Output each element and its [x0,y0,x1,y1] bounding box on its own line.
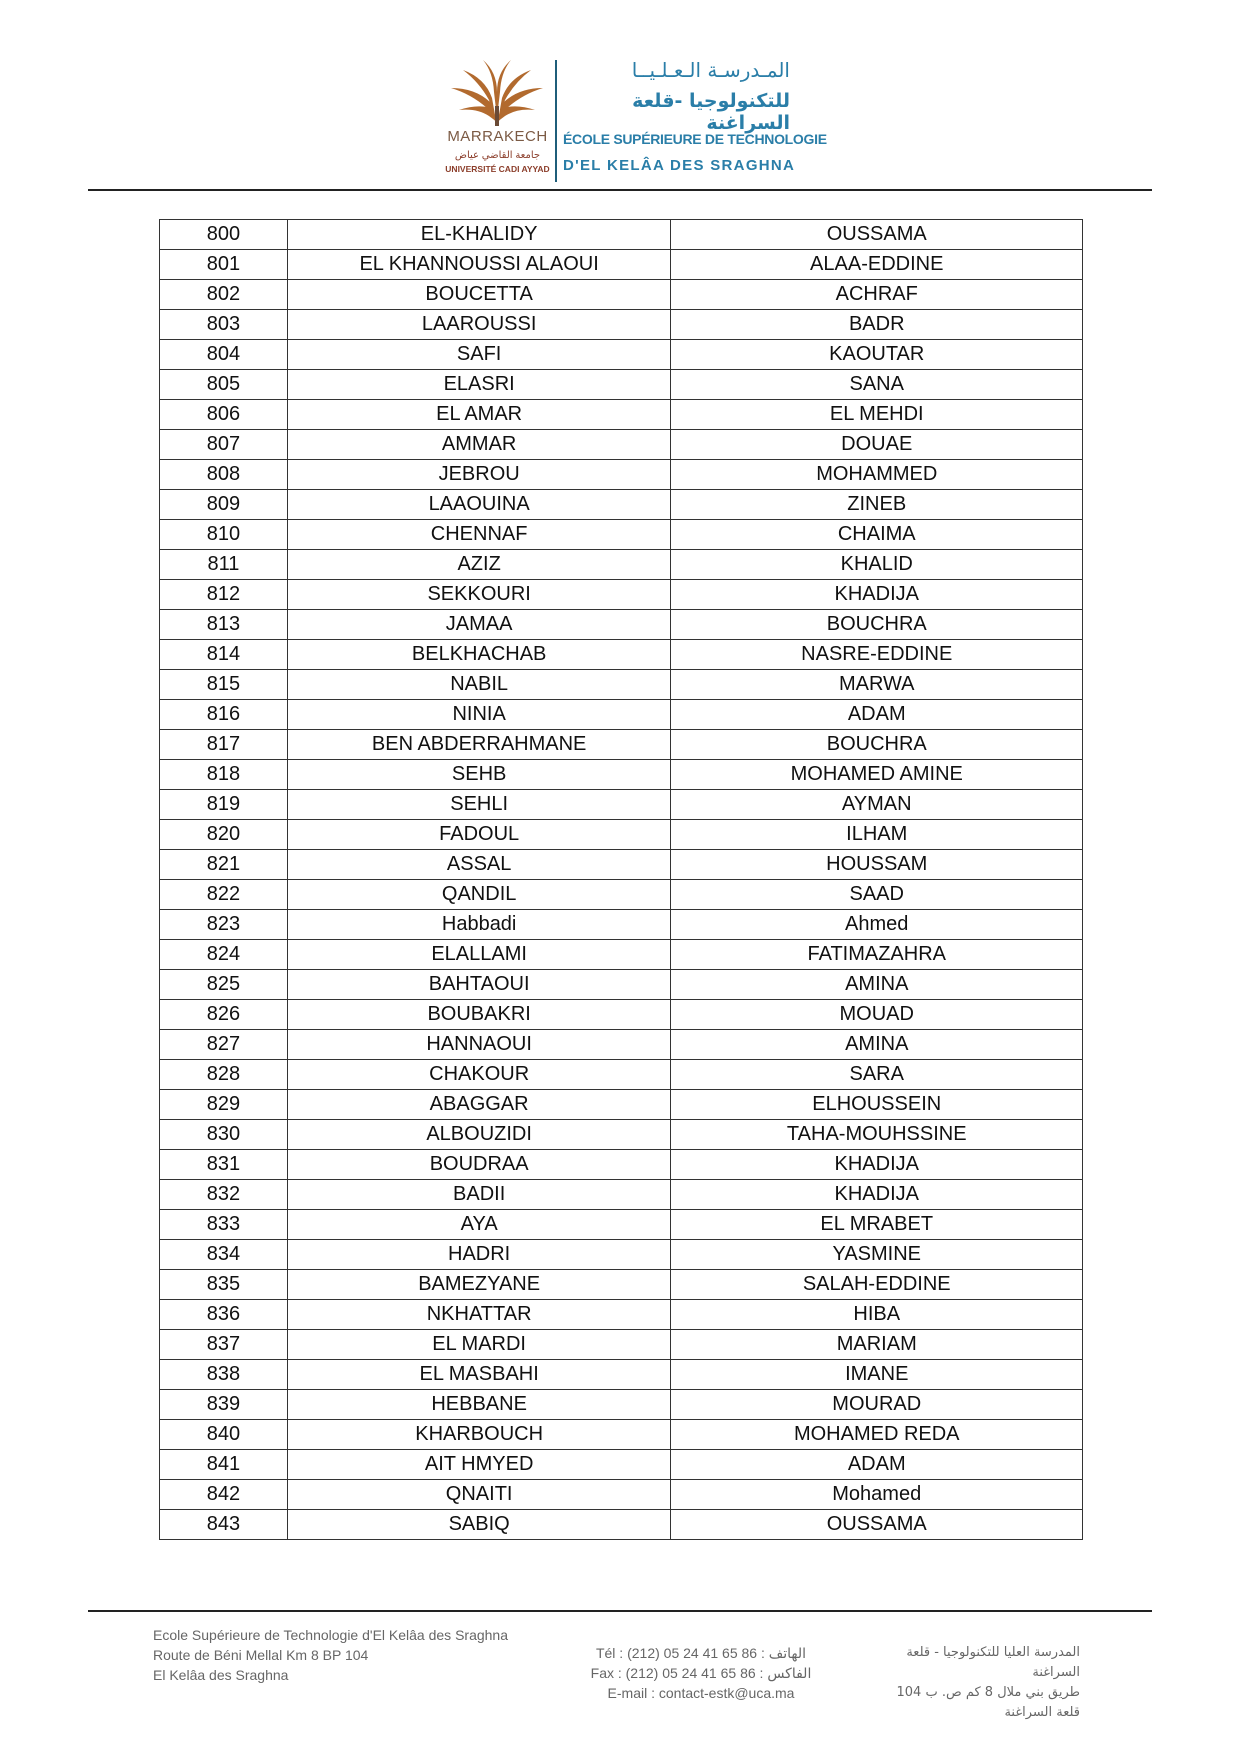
table-row [160,280,1083,310]
table-row [160,1300,1083,1330]
row-number-cell: 805 [160,370,288,400]
school-name-arabic-line2: للتكنولوجيا -قلعة السراغنة [632,90,790,134]
table-row [160,1000,1083,1030]
last-name-cell: HADRI [287,1240,671,1270]
first-name-cell: FATIMAZAHRA [671,940,1083,970]
footer-address-line: Route de Béni Mellal Km 8 BP 104 [153,1647,369,1663]
table-row [160,1480,1083,1510]
row-number-cell: 810 [160,520,288,550]
first-name-cell: SARA [671,1060,1083,1090]
footer-fax: Fax : (212) 05 24 41 65 86 : الفاكس [590,1665,812,1681]
table-row [160,790,1083,820]
last-name-cell: SEHLI [287,790,671,820]
logo-city-text: MARRAKECH [447,128,548,145]
row-number-cell: 822 [160,880,288,910]
last-name-cell: QANDIL [287,880,671,910]
logo-university-french: UNIVERSITÉ CADI AYYAD [445,164,550,174]
row-number-cell: 829 [160,1090,288,1120]
last-name-cell: JEBROU [287,460,671,490]
last-name-cell: AMMAR [287,430,671,460]
first-name-cell: CHAIMA [671,520,1083,550]
table-row [160,1210,1083,1240]
last-name-cell: EL KHANNOUSSI ALAOUI [287,250,671,280]
first-name-cell: Ahmed [671,910,1083,940]
row-number-cell: 824 [160,940,288,970]
first-name-cell: ZINEB [671,490,1083,520]
first-name-cell: TAHA-MOUHSSINE [671,1120,1083,1150]
first-name-cell: OUSSAMA [671,220,1083,250]
last-name-cell: CHAKOUR [287,1060,671,1090]
student-list-table [159,219,1083,1540]
first-name-cell: NASRE-EDDINE [671,640,1083,670]
row-number-cell: 838 [160,1360,288,1390]
table-row [160,1390,1083,1420]
table-row [160,700,1083,730]
first-name-cell: SAAD [671,880,1083,910]
last-name-cell: FADOUL [287,820,671,850]
row-number-cell: 842 [160,1480,288,1510]
last-name-cell: ASSAL [287,850,671,880]
table-row [160,340,1083,370]
table-row [160,610,1083,640]
first-name-cell: MARWA [671,670,1083,700]
table-row [160,670,1083,700]
row-number-cell: 819 [160,790,288,820]
last-name-cell: BADII [287,1180,671,1210]
table-row [160,310,1083,340]
footer-address-arabic-line: المدرسة العليا للتكنولوجيا - قلعة السراغنة [906,1645,1080,1680]
first-name-cell: MOUAD [671,1000,1083,1030]
first-name-cell: OUSSAMA [671,1510,1083,1540]
footer-address-line: El Kelâa des Sraghna [153,1667,289,1683]
row-number-cell: 836 [160,1300,288,1330]
row-number-cell: 813 [160,610,288,640]
footer-phone: Tél : (212) 05 24 41 65 86 : الهاتف [595,1645,807,1661]
footer-address-line: Ecole Supérieure de Technologie d'El Kelâa des Sraghna [153,1627,508,1643]
row-number-cell: 830 [160,1120,288,1150]
table-row [160,850,1083,880]
row-number-cell: 809 [160,490,288,520]
header-divider [555,60,557,182]
first-name-cell: KHALID [671,550,1083,580]
first-name-cell: MOHAMED AMINE [671,760,1083,790]
table-row [160,940,1083,970]
table-row [160,1360,1083,1390]
first-name-cell: BADR [671,310,1083,340]
first-name-cell: EL MEHDI [671,400,1083,430]
row-number-cell: 803 [160,310,288,340]
table-row [160,970,1083,1000]
student-list-body [160,220,1083,1540]
row-number-cell: 827 [160,1030,288,1060]
last-name-cell: BAHTAOUI [287,970,671,1000]
first-name-cell: BOUCHRA [671,730,1083,760]
table-row [160,580,1083,610]
table-row [160,1510,1083,1540]
table-row [160,1060,1083,1090]
table-row [160,820,1083,850]
footer-contact [586,1643,816,1703]
table-row [160,430,1083,460]
last-name-cell: KHARBOUCH [287,1420,671,1450]
last-name-cell: ELASRI [287,370,671,400]
last-name-cell: NINIA [287,700,671,730]
table-row [160,1150,1083,1180]
row-number-cell: 833 [160,1210,288,1240]
last-name-cell: EL-KHALIDY [287,220,671,250]
table-row [160,520,1083,550]
last-name-cell: JAMAA [287,610,671,640]
first-name-cell: Mohamed [671,1480,1083,1510]
last-name-cell: BEN ABDERRAHMANE [287,730,671,760]
first-name-cell: KHADIJA [671,1180,1083,1210]
row-number-cell: 839 [160,1390,288,1420]
first-name-cell: SANA [671,370,1083,400]
footer-address [153,1625,508,1685]
first-name-cell: MOHAMMED [671,460,1083,490]
last-name-cell: ELALLAMI [287,940,671,970]
row-number-cell: 802 [160,280,288,310]
last-name-cell: EL MASBAHI [287,1360,671,1390]
first-name-cell: BOUCHRA [671,610,1083,640]
table-row [160,370,1083,400]
last-name-cell: AZIZ [287,550,671,580]
row-number-cell: 814 [160,640,288,670]
table-row [160,760,1083,790]
last-name-cell: SEHB [287,760,671,790]
row-number-cell: 831 [160,1150,288,1180]
row-number-cell: 841 [160,1450,288,1480]
last-name-cell: HANNAOUI [287,1030,671,1060]
last-name-cell: EL MARDI [287,1330,671,1360]
row-number-cell: 820 [160,820,288,850]
first-name-cell: ADAM [671,1450,1083,1480]
first-name-cell: MOHAMED REDA [671,1420,1083,1450]
last-name-cell: BAMEZYANE [287,1270,671,1300]
first-name-cell: ADAM [671,700,1083,730]
first-name-cell: ELHOUSSEIN [671,1090,1083,1120]
last-name-cell: HEBBANE [287,1390,671,1420]
table-row [160,250,1083,280]
row-number-cell: 818 [160,760,288,790]
row-number-cell: 828 [160,1060,288,1090]
first-name-cell: KAOUTAR [671,340,1083,370]
row-number-cell: 823 [160,910,288,940]
first-name-cell: ACHRAF [671,280,1083,310]
last-name-cell: CHENNAF [287,520,671,550]
row-number-cell: 800 [160,220,288,250]
last-name-cell: BELKHACHAB [287,640,671,670]
table-row [160,1270,1083,1300]
first-name-cell: MARIAM [671,1330,1083,1360]
row-number-cell: 826 [160,1000,288,1030]
row-number-cell: 821 [160,850,288,880]
first-name-cell: AMINA [671,1030,1083,1060]
table-row [160,880,1083,910]
table-row [160,640,1083,670]
last-name-cell: SEKKOURI [287,580,671,610]
last-name-cell: EL AMAR [287,400,671,430]
last-name-cell: LAAOUINA [287,490,671,520]
first-name-cell: AMINA [671,970,1083,1000]
first-name-cell: IMANE [671,1360,1083,1390]
table-row [160,220,1083,250]
school-name-french-line2: D'EL KELÂA DES SRAGHNA [563,157,796,174]
first-name-cell: ALAA-EDDINE [671,250,1083,280]
first-name-cell: HIBA [671,1300,1083,1330]
last-name-cell: ALBOUZIDI [287,1120,671,1150]
last-name-cell: AIT HMYED [287,1450,671,1480]
table-row [160,1120,1083,1150]
palm-logo-icon [445,58,550,128]
table-row [160,730,1083,760]
footer-address-arabic-line: قلعة السراغنة [1004,1705,1080,1720]
footer-email: E-mail : contact-estk@uca.ma [607,1685,795,1701]
logo-university-arabic: جامعة القاضي عياض [454,150,541,161]
first-name-cell: KHADIJA [671,580,1083,610]
row-number-cell: 808 [160,460,288,490]
school-name-arabic-line1: المـدرسـة الـعـلـيــا [631,58,790,82]
table-row [160,1090,1083,1120]
last-name-cell: BOUBAKRI [287,1000,671,1030]
table-row [160,1240,1083,1270]
row-number-cell: 807 [160,430,288,460]
last-name-cell: ABAGGAR [287,1090,671,1120]
row-number-cell: 832 [160,1180,288,1210]
last-name-cell: NABIL [287,670,671,700]
table-row [160,910,1083,940]
row-number-cell: 817 [160,730,288,760]
last-name-cell: Habbadi [287,910,671,940]
row-number-cell: 815 [160,670,288,700]
last-name-cell: SABIQ [287,1510,671,1540]
row-number-cell: 840 [160,1420,288,1450]
first-name-cell: KHADIJA [671,1150,1083,1180]
last-name-cell: BOUDRAA [287,1150,671,1180]
row-number-cell: 806 [160,400,288,430]
last-name-cell: LAAROUSSI [287,310,671,340]
table-row [160,400,1083,430]
table-row [160,1330,1083,1360]
row-number-cell: 811 [160,550,288,580]
table-row [160,1420,1083,1450]
footer-rule [88,1610,1152,1612]
row-number-cell: 825 [160,970,288,1000]
table-row [160,550,1083,580]
table-row [160,460,1083,490]
footer-address-arabic-line: طريق بني ملال 8 كم ص. ب 104 [896,1685,1080,1700]
table-row [160,1180,1083,1210]
table-row [160,1030,1083,1060]
page-header [0,0,1241,195]
row-number-cell: 834 [160,1240,288,1270]
table-row [160,1450,1083,1480]
first-name-cell: HOUSSAM [671,850,1083,880]
table-row [160,490,1083,520]
last-name-cell: NKHATTAR [287,1300,671,1330]
row-number-cell: 801 [160,250,288,280]
first-name-cell: EL MRABET [671,1210,1083,1240]
first-name-cell: AYMAN [671,790,1083,820]
last-name-cell: BOUCETTA [287,280,671,310]
first-name-cell: DOUAE [671,430,1083,460]
row-number-cell: 812 [160,580,288,610]
footer-address-arabic [860,1643,1080,1723]
last-name-cell: SAFI [287,340,671,370]
school-name-french-line1: ÉCOLE SUPÉRIEURE DE TECHNOLOGIE [563,131,827,147]
last-name-cell: QNAITI [287,1480,671,1510]
row-number-cell: 835 [160,1270,288,1300]
first-name-cell: SALAH-EDDINE [671,1270,1083,1300]
row-number-cell: 804 [160,340,288,370]
first-name-cell: YASMINE [671,1240,1083,1270]
last-name-cell: AYA [287,1210,671,1240]
university-logo [445,58,550,188]
row-number-cell: 837 [160,1330,288,1360]
first-name-cell: ILHAM [671,820,1083,850]
header-rule [88,189,1152,191]
row-number-cell: 843 [160,1510,288,1540]
first-name-cell: MOURAD [671,1390,1083,1420]
row-number-cell: 816 [160,700,288,730]
